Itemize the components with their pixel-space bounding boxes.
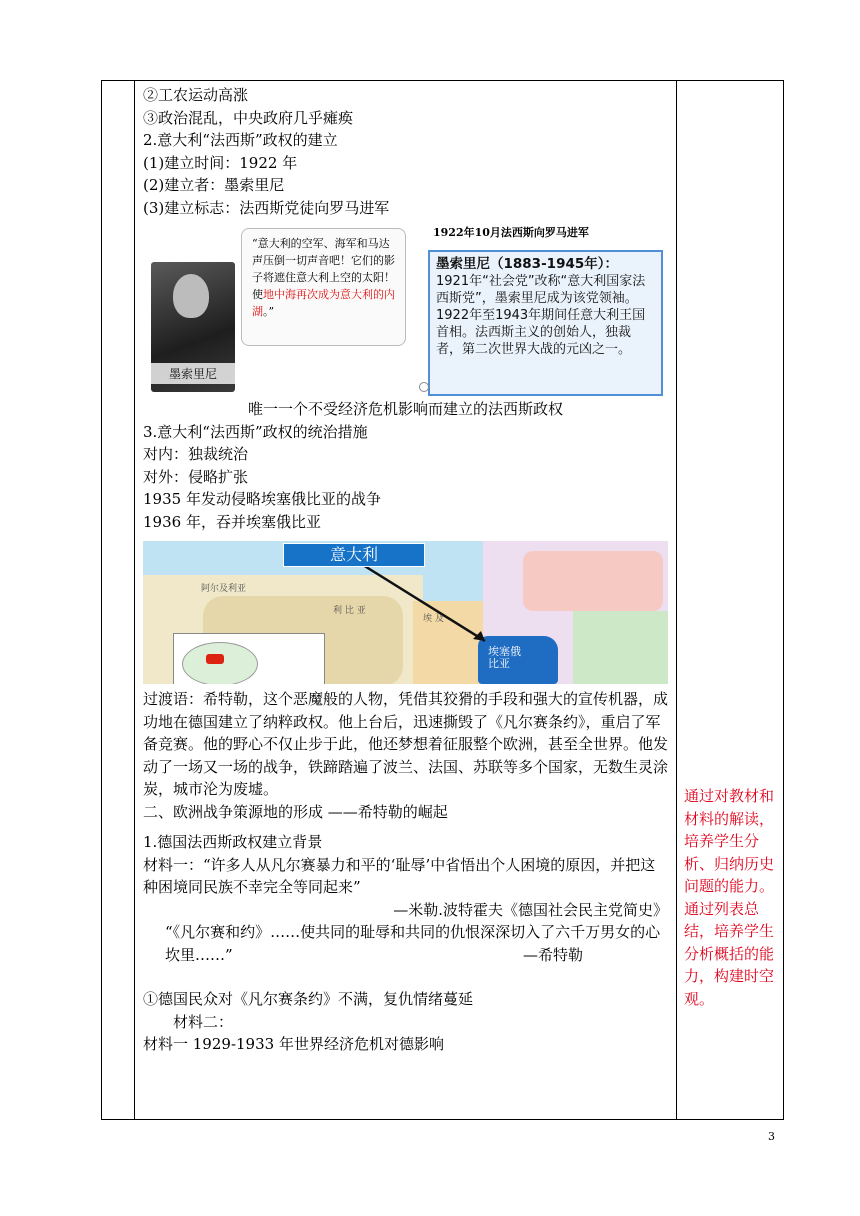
region-label-egypt: 埃 及 [423,614,444,624]
copyright-icon [419,382,429,392]
ethiopia-label: 埃塞俄 比亚 [488,645,521,670]
photo-label: 墨索里尼 [151,363,235,384]
region-label-algeria: 阿尔及利亚 [201,584,247,594]
figure-caption: 1922年10月法西斯向罗马进军 [433,226,589,239]
mussolini-figure [143,218,668,396]
line-6: (3)建立标志：法西斯党徒向罗马进军 [143,198,390,217]
material-last: 材料一 1929-1933 年世界经济危机对德影响 [143,1035,444,1053]
source-2: —希特勒 [522,945,583,964]
quote-bubble [241,228,406,346]
fascist-note: 唯一一个不受经济危机影响而建立的法西斯政权 [247,400,563,418]
quote-2: “《凡尔赛和约》……使共同的耻辱和共同的仇恨深深切入了六千万男女的心坎里……” [165,923,661,964]
section-2-title: 二、欧洲战争策源地的形成 ——希特勒的崛起 [143,802,448,821]
point-1: ①德国民众对《凡尔赛条约》不满，复仇情绪蔓延 [143,990,474,1008]
material-2-label: 材料二： [173,1012,234,1031]
line-5: (2)建立者：墨索里尼 [143,176,285,194]
region-label-libya: 利 比 亚 [333,606,366,616]
quote-text: “意大利的空军、海军和马达声压倒一切声音吧！它们的影子将遮住意大利上空的太阳！使 [252,237,395,301]
bio-box [428,250,663,396]
main-content [143,84,668,219]
bio-text: 1921年“社会党”改称“意大利国家法西斯党”，墨索里尼成为该党领袖。1922年至1943年期间任意大利王国首相。法西斯主义的创始人，独裁者，第二次世界大战的元凶之一。 [436,274,646,357]
foreign-line: 对外：侵略扩张 [143,467,249,486]
line-2: ③政治混乱，中央政府几乎瘫痪 [143,108,354,127]
bottom-content [143,688,668,1056]
page-number: 3 [768,1130,775,1143]
transition-text: 过渡语：希特勒，这个恶魔般的人物，凭借其狡猾的手段和强大的宣传机器，成功地在德国建立了纳粹政权。他上台后，迅速撕毁了《凡尔赛条约》，重启了军备竞赛。他的野心不仅止步于此，他还梦想着征服整个欧洲，甚至全世界。他发动了一场又一场的战争，铁蹄踏遍了波兰、法国、苏联等多个国家，无数生灵涂炭，城市沦为废墟。 [143,690,669,798]
quote-highlight: 地中海再次成为意大利的内湖 [252,288,395,318]
quote-end: 。” [263,305,275,318]
line-3: 2.意大利“法西斯”政权的建立 [143,131,338,149]
war-1935: 1935 年发动侵略埃塞俄比亚的战争 [143,490,381,508]
mussolini-photo [151,262,235,392]
bio-title: 墨索里尼（1883-1945年）： [436,256,618,272]
line-1: ②工农运动高涨 [143,86,249,104]
material-1: 材料一：“许多人从凡尔赛暴力和平的‘耻辱’中省悟出个人困境的原因，并把这种困境同民族不幸完全等同起来” [143,855,656,896]
face-shape [173,274,209,318]
measures-title: 3.意大利“法西斯”政权的统治措施 [143,422,368,441]
map-figure [143,541,668,684]
italy-label: 意大利 [283,543,425,567]
annex-1936: 1936 年，吞并埃塞俄比亚 [143,512,321,531]
domestic-line: 对内：独裁统治 [143,445,249,463]
teaching-note: 通过对教材和材料的解读，培养学生分析、归纳历史问题的能力。通过列表总结，培养学生分析概括的能力，构建时空观。 [684,787,775,1008]
line-4: (1)建立时间：1922 年 [143,153,298,172]
background-title: 1.德国法西斯政权建立背景 [143,833,323,851]
source-1: —米勒.波特霍夫《德国社会民主党简史》 [393,900,668,919]
column-divider-right [676,80,677,1120]
middle-content [143,398,668,533]
column-divider-left [134,80,135,1120]
